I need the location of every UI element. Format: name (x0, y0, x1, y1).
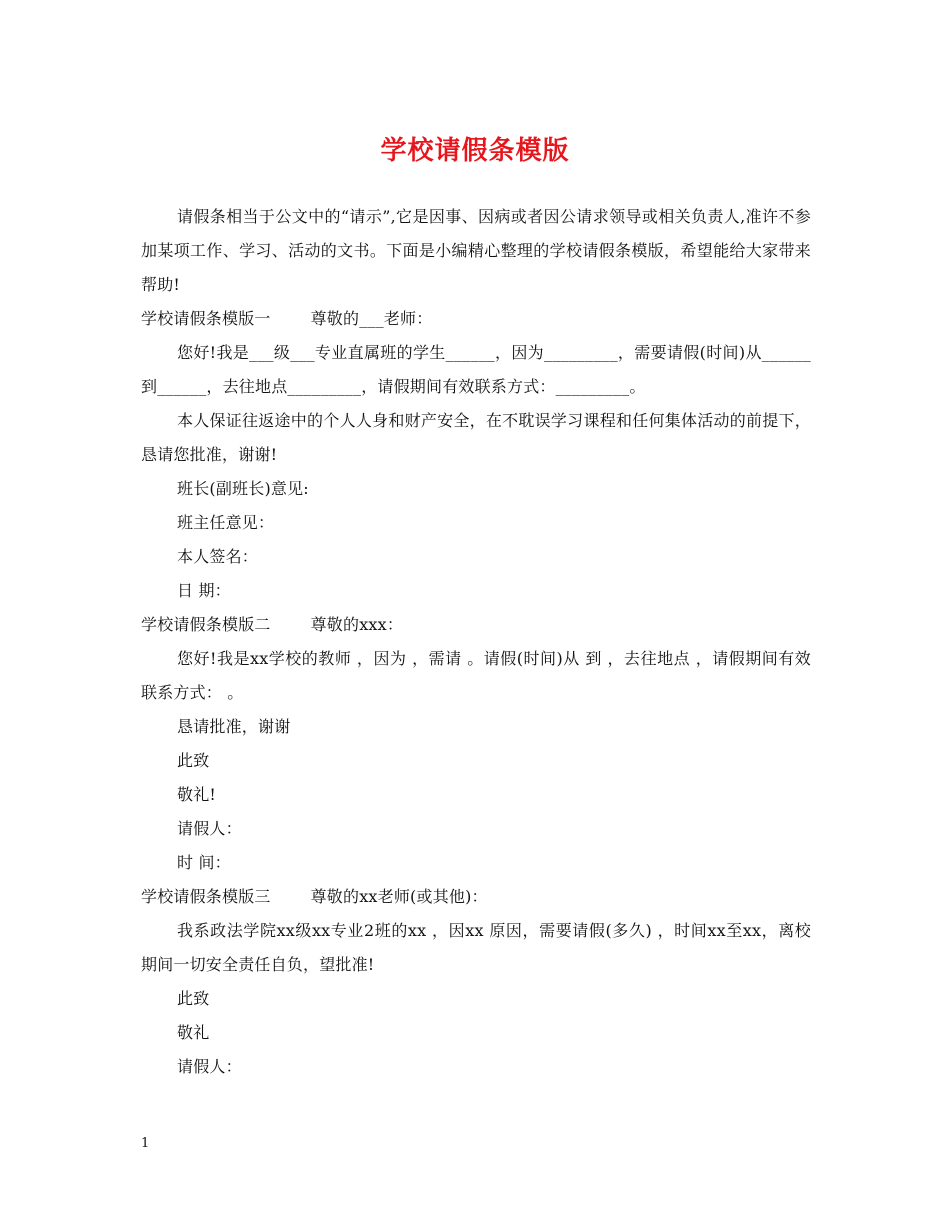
template1-signature: 本人签名： (177, 547, 259, 566)
template3-salutation: 尊敬的xx老师(或其他)： (310, 887, 488, 906)
template3-body1: 我系政法学院xx级xx专业2班的xx ，因xx 原因，需要请假(多久) ，时间xx至xx，离校期间一切安全责任自负，望批准! (141, 921, 811, 974)
template2-closing1: 此致 (177, 751, 210, 770)
document-body (141, 200, 811, 1084)
template1-teacher-opinion: 班主任意见： (177, 513, 275, 532)
template3-heading: 学校请假条模版三 (141, 887, 271, 906)
template2-heading-line (141, 608, 811, 642)
template2-heading: 学校请假条模版二 (141, 615, 271, 634)
template1-heading-line (141, 302, 811, 336)
template3-closing1: 此致 (177, 989, 210, 1008)
template1-date: 日 期： (177, 581, 231, 600)
template2-body2: 恳请批准，谢谢 (177, 717, 291, 736)
template3-closing2: 敬礼 (177, 1023, 210, 1042)
template2-closing2: 敬礼! (177, 785, 217, 804)
template2-body1: 您好!我是xx学校的教师 ，因为 ，需请 。请假(时间)从 到 ，去往地点 ，请假期间有效联系方式： 。 (141, 649, 811, 702)
intro-paragraph: 请假条相当于公文中的“请示”,它是因事、因病或者因公请求领导或相关负责人,准许不参加某项工作、学习、活动的文书。下面是小编精心整理的学校请假条模版，希望能给大家带来帮助! (141, 207, 811, 294)
template1-salutation: 尊敬的___老师： (310, 309, 433, 328)
template2-applicant: 请假人： (177, 819, 242, 838)
template1-body2: 本人保证往返途中的个人人身和财产安全，在不耽误学习课程和任何集体活动的前提下，恳请您批准，谢谢! (141, 411, 811, 464)
template3-applicant: 请假人： (177, 1057, 242, 1076)
template3-heading-line (141, 880, 811, 914)
template2-time: 时 间： (177, 853, 231, 872)
template1-heading: 学校请假条模版一 (141, 309, 271, 328)
template1-monitor-opinion: 班长(副班长)意见: (177, 479, 309, 498)
template1-body1: 您好!我是___级___专业直属班的学生______，因为_________，需要请假(时间)从______到______，去往地点_________，请假期间有效联系方式：_________。 (141, 343, 811, 396)
template2-salutation: 尊敬的xxx： (310, 615, 404, 634)
page-number: 1 (141, 1136, 150, 1151)
document-title: 学校请假条模版 (380, 136, 570, 166)
